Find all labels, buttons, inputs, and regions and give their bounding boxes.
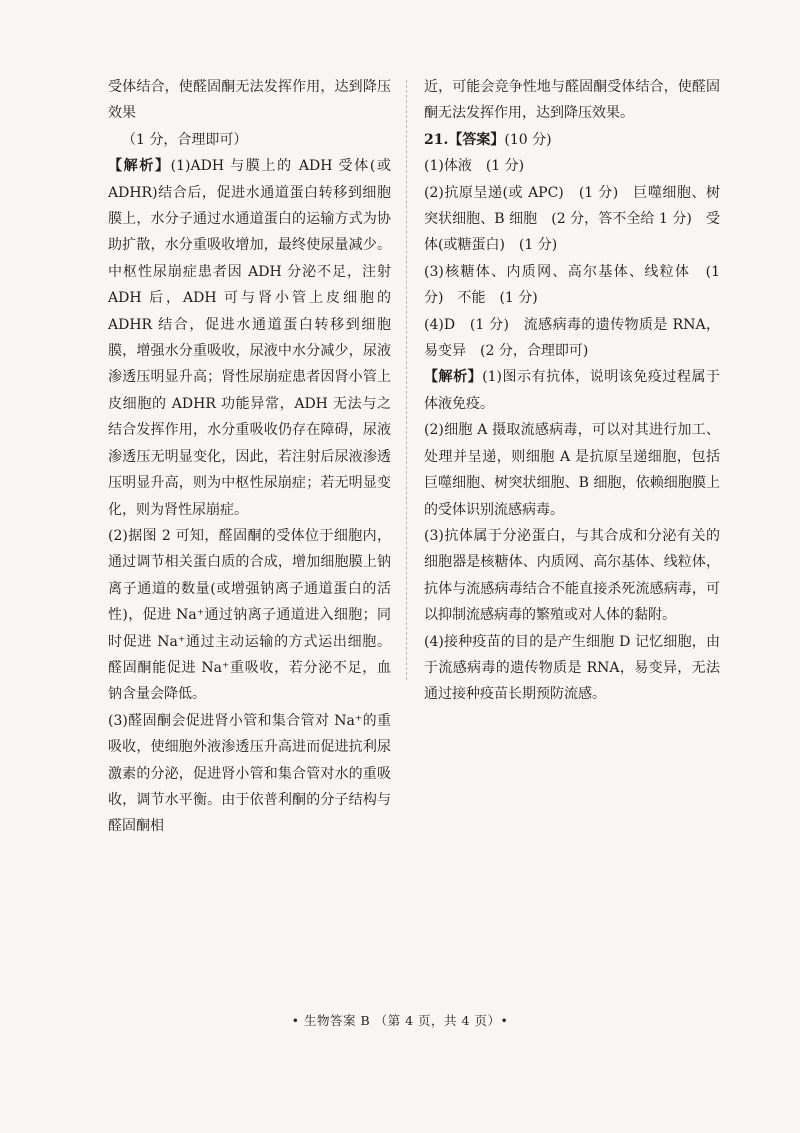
analysis-label: 【解析】 (108, 158, 171, 175)
left-p1-text: 受体结合，使醛固酮无法发挥作用，达到降压效果 (108, 79, 391, 122)
left-paragraph-1 (108, 74, 391, 153)
question-21-heading (424, 127, 720, 153)
left-analysis-2: (2)据图 2 可知，醛固酮的受体位于细胞内，通过调节相关蛋白质的合成，增加细胞膜上钠离子通道的数量(或增强钠离子通道蛋白的活性)，促进 Na⁺通过钠离子通道进入细胞；同时促进 Na⁺通过主动运输的方式运出细胞。醛固酮能促进 Na⁺重吸收，若分泌不足，血钠含量会降低。 (108, 527, 391, 703)
column-divider (406, 80, 407, 680)
left-analysis-3: (3)醛固酮会促进肾小管和集合管对 Na⁺的重吸收，使细胞外液渗透压升高进而促进抗利尿激素的分泌，促进肾小管和集合管对水的重吸收，调节水平衡。由于依普利酮的分子结构与醛固酮相 (108, 712, 391, 835)
right-analysis-3: (3)抗体属于分泌蛋白，与其合成和分泌有关的细胞器是核糖体、内质网、高尔基体、线粒体，抗体与流感病毒结合不能直接杀死流感病毒，可以抑制流感病毒的繁殖或对人体的黏附。 (424, 527, 720, 624)
answer-4: (4)D (1 分) 流感病毒的遗传物质是 RNA，易变异 (2 分，合理即可) (424, 316, 720, 360)
right-analysis-1 (424, 364, 720, 417)
right-analysis-4: (4)接种疫苗的目的是产生细胞 D 记忆细胞，由于流感病毒的遗传物质是 RNA，易变异，无法通过接种疫苗长期预防流感。 (424, 633, 720, 703)
page-footer: • 生物答案 B （第 4 页，共 4 页）• (291, 1013, 509, 1028)
left-p1-score: （1 分，合理即可） (122, 131, 248, 148)
analysis-text-1: (1)ADH 与膜上的 ADH 受体(或 ADHR)结合后，促进水通道蛋白转移到细胞膜上，水分子通过水通道蛋白的运输方式为协助扩散，水分重吸收增加，最终使尿量减少。中枢性尿崩症患者因 ADH 分泌不足，注射 ADH 后，ADH 可与肾小管上皮细胞的 ADHR 结合，促进水通道蛋白转移到细胞膜，增强水分重吸收，尿液中水分减少，尿液渗透压明显升高；肾性尿崩症患者因肾小管上皮细胞的 ADHR 功能异常，ADH 无法与之结合发挥作用，水分重吸收仍存在障碍，尿液渗透压无明显变化，因此，若注射后尿液渗透压明显升高，则为中枢性尿崩症；若无明显变化，则为肾性尿崩症。 (108, 158, 392, 518)
answer-3: (3)核糖体、内质网、高尔基体、线粒体 (1 分) 不能 (1 分) (424, 263, 720, 307)
left-analysis-1 (108, 153, 391, 523)
answer-1: (1)体液 (1 分) (424, 158, 525, 175)
right-analysis-text-1: (1)图示有抗体，说明该免疫过程属于体液免疫。 (424, 369, 720, 412)
left-column (108, 74, 391, 840)
right-paragraph-1: 近，可能会竞争性地与醛固酮受体结合，使醛固酮无法发挥作用，达到降压效果。 (424, 79, 720, 122)
right-analysis-label: 【解析】 (424, 369, 483, 386)
question-21-score: (10 分) (504, 131, 552, 148)
question-21-label: 21.【答案】 (424, 131, 505, 148)
answer-2: (2)抗原呈递(或 APC) (1 分) 巨噬细胞、树突状细胞、B 细胞 (2 分，答不全给 1 分) 受体(或糖蛋白) (1 分) (424, 184, 720, 254)
right-column (424, 74, 720, 708)
right-analysis-2: (2)细胞 A 摄取流感病毒，可以对其进行加工、处理并呈递，则细胞 A 是抗原呈递细胞，包括巨噬细胞、树突状细胞、B 细胞，依赖细胞膜上的受体识别流感病毒。 (424, 422, 720, 518)
